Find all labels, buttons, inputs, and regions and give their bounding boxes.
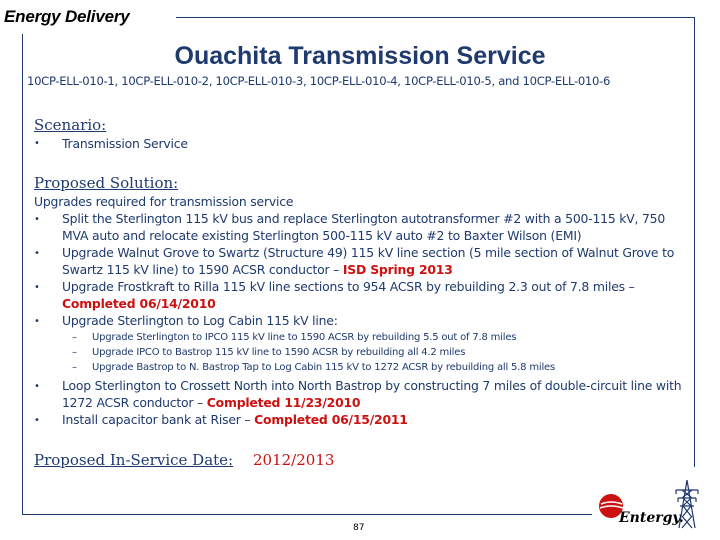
bullet-icon: •	[34, 282, 40, 293]
solution-intro: Upgrades required for transmission service	[34, 194, 294, 209]
item-text: Upgrade Frostkraft to Rilla 115 kV line sections to 954 ACSR by rebuilding 2.3 out of 7.8 miles –	[62, 279, 635, 294]
dash-icon: –	[72, 332, 77, 343]
solution-item	[62, 378, 692, 411]
logo-text: Entergy.	[619, 510, 684, 526]
status-text: Completed 11/23/2010	[206, 394, 361, 410]
status-text: Completed 06/15/2011	[254, 412, 408, 427]
item-text: Upgrade Walnut Grove to Swartz (Structure 49) 115 kV line section (5 mile section of Walnut Grove to Swartz 115 kV line) to 1590 ACSR conductor –	[62, 245, 675, 277]
bullet-icon: •	[34, 316, 40, 327]
status-text: Completed 06/14/2010	[62, 295, 216, 311]
in-service-label: Proposed In-Service Date:	[34, 451, 234, 469]
sub-item: Upgrade Bastrop to N. Bastrop Tap to Log Cabin 115 kV to 1272 ACSR by rebuilding all 5.8 miles	[92, 362, 555, 373]
bullet-icon: •	[34, 214, 40, 225]
solution-item	[62, 279, 692, 312]
solution-heading: Proposed Solution:	[34, 174, 179, 192]
item-text: Upgrade Sterlington to Log Cabin 115 kV line:	[62, 313, 338, 328]
page-number: 87	[353, 523, 365, 533]
scenario-heading: Scenario:	[34, 116, 107, 134]
transmission-tower-icon	[672, 478, 702, 530]
dash-icon: –	[72, 347, 77, 358]
dash-icon: –	[72, 362, 77, 373]
sub-item: Upgrade Sterlington to IPCO 115 kV line to 1590 ACSR by rebuilding 5.5 out of 7.8 miles	[92, 332, 517, 343]
solution-item	[62, 412, 692, 429]
bullet-icon: •	[34, 415, 40, 426]
in-service-heading	[34, 451, 233, 469]
solution-item	[62, 245, 692, 278]
header-label: Energy Delivery	[4, 7, 130, 26]
item-text: Install capacitor bank at Riser –	[62, 412, 255, 427]
project-ids: 10CP-ELL-010-1, 10CP-ELL-010-2, 10CP-ELL-010-3, 10CP-ELL-010-4, 10CP-ELL-010-5, and 10CP-ELL-010-6	[27, 74, 611, 88]
entergy-logo	[595, 492, 684, 528]
solution-item	[62, 313, 692, 330]
item-text: Loop Sterlington to Crossett North into North Bastrop by constructing 7 miles of double-circuit line with 1272 ACSR conductor –	[62, 378, 682, 410]
bullet-icon: •	[34, 248, 40, 259]
solution-item	[62, 211, 692, 244]
frame-top-line	[176, 17, 695, 18]
status-text: ISD Spring 2013	[342, 261, 453, 277]
page-title: Ouachita Transmission Service	[174, 42, 546, 70]
frame-bottom-line	[22, 514, 592, 515]
item-text: Split the Sterlington 115 kV bus and replace Sterlington autotransformer #2 with a 500-115 kV, 750 MVA auto and relocate existing Sterlington 500-115 kV auto #2 to Baxter Wilson (EMI)	[62, 211, 666, 243]
in-service-date: 2012/2013	[253, 451, 335, 469]
frame-right-line	[694, 17, 695, 467]
bullet-icon: •	[34, 381, 40, 392]
scenario-item: Transmission Service	[62, 136, 188, 151]
bullet-icon: •	[34, 138, 40, 149]
sub-item: Upgrade IPCO to Bastrop 115 kV line to 1590 ACSR by rebuilding all 4.2 miles	[92, 347, 466, 358]
frame-left-line	[22, 34, 23, 514]
